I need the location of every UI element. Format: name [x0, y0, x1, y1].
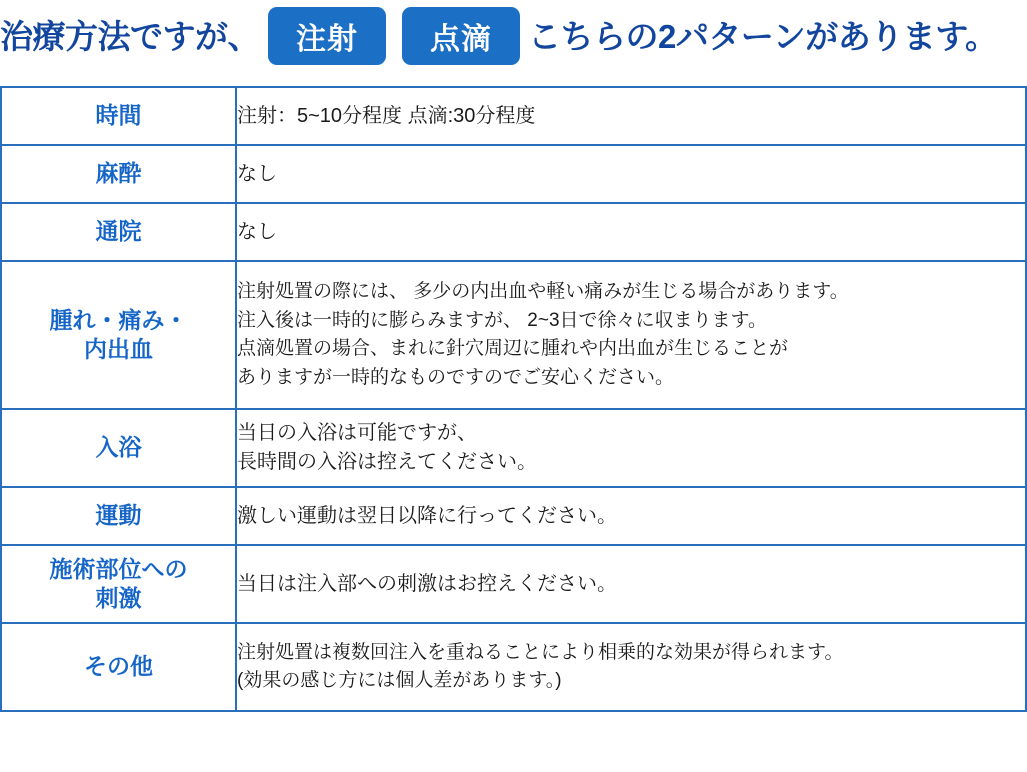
- value-line: 点滴処置の場合、まれに針穴周辺に腫れや内出血が生じることが: [237, 338, 789, 359]
- value-line: 当日の入浴は可能ですが、: [237, 422, 477, 444]
- value-line: 長時間の入浴は控えてください。: [237, 451, 537, 473]
- table-row: [1, 145, 1026, 203]
- row-value-exercise: [236, 487, 1026, 545]
- row-value-bath: [236, 409, 1026, 487]
- row-value-visits: [236, 203, 1026, 261]
- value-line: なし: [237, 220, 277, 243]
- value-line: 注射：5~10分程度 点滴:30分程度: [237, 104, 536, 127]
- value-line: ありますが一時的なものですのでご安心ください。: [237, 366, 675, 388]
- row-label-time: 時間: [1, 87, 236, 145]
- row-label-line: 刺激: [95, 585, 142, 611]
- row-label-exercise: 運動: [1, 487, 236, 545]
- value-line: 激しい運動は翌日以降に行ってください。: [237, 504, 617, 527]
- row-label-anesthesia: 麻酔: [1, 145, 236, 203]
- value-line: なし: [237, 162, 277, 185]
- value-line: 注射処置の際には、 多少の内出血や軽い痛みが生じる場合があります。: [237, 281, 849, 302]
- heading-chip-drip: 点滴: [402, 7, 520, 65]
- row-label-visits: 通院: [1, 203, 236, 261]
- row-label-line: 腫れ・痛み・: [49, 306, 188, 333]
- row-label-other: その他: [1, 623, 236, 711]
- table-row: [1, 409, 1026, 487]
- table-row: [1, 623, 1026, 711]
- row-label-stimulus: [1, 545, 236, 623]
- row-value-time: [236, 87, 1026, 145]
- row-label-line: 施術部位への: [49, 555, 188, 582]
- spec-table: [0, 86, 1027, 712]
- value-line: 注射処置は複数回注入を重ねることにより相乗的な効果が得られます。: [237, 641, 844, 663]
- value-line: 当日は注入部への刺激はお控えください。: [237, 572, 617, 595]
- row-value-other: [236, 623, 1026, 711]
- value-line: (効果の感じ方には個人差があります。): [237, 670, 562, 691]
- row-label-swelling: [1, 261, 236, 409]
- row-value-stimulus: [236, 545, 1026, 623]
- row-label-line: 内出血: [84, 336, 153, 362]
- heading-suffix: こちらの2パターンがあります。: [528, 17, 998, 55]
- heading-prefix: 治療方法ですが、: [0, 17, 260, 55]
- table-row: [1, 203, 1026, 261]
- row-value-anesthesia: [236, 145, 1026, 203]
- page-title: [0, 0, 1027, 72]
- table-row: [1, 487, 1026, 545]
- row-value-swelling: [236, 261, 1026, 409]
- table-row: [1, 545, 1026, 623]
- spec-table-container: [0, 86, 1027, 712]
- heading-chip-injection: 注射: [268, 7, 386, 65]
- table-row: [1, 261, 1026, 409]
- row-label-bath: 入浴: [1, 409, 236, 487]
- value-line: 注入後は一時的に膨らみますが、 2~3日で徐々に収まります。: [237, 309, 767, 331]
- table-row: [1, 87, 1026, 145]
